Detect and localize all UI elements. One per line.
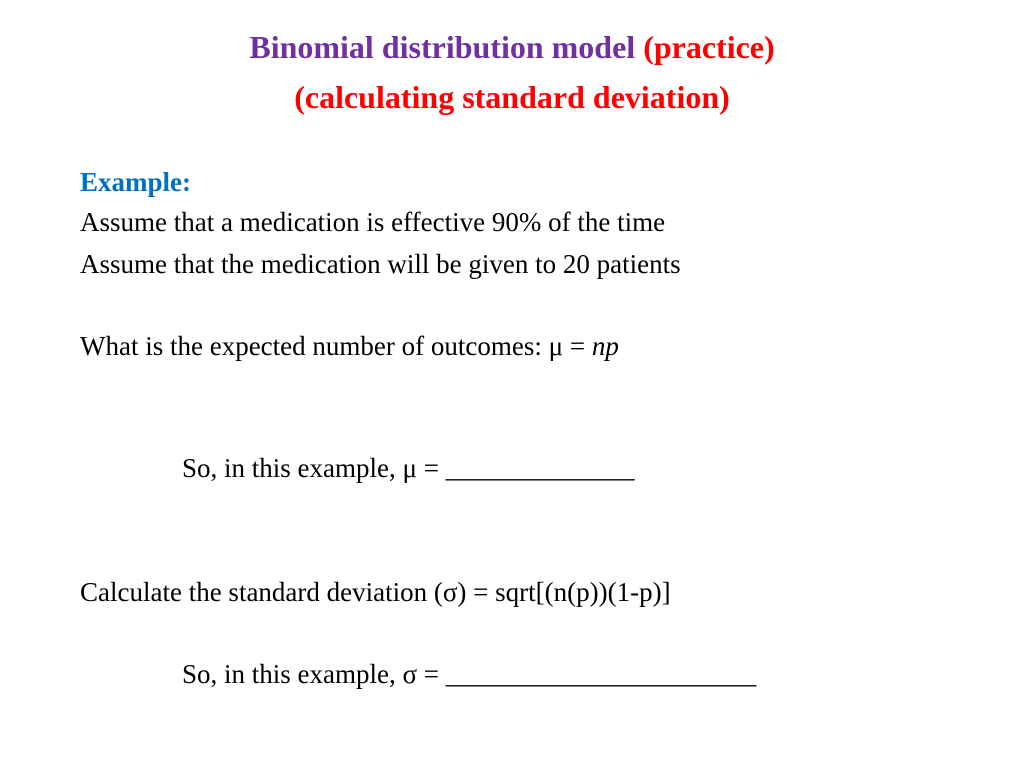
sd-formula-text: Calculate the standard deviation (σ) = sqrt[(n(p))(1-p)] [80, 577, 671, 607]
title-main: Binomial distribution model [249, 29, 644, 65]
mu-example-blank: So, in this example, μ = ______________ [182, 453, 635, 483]
slide-title-line-2: (calculating standard deviation) [294, 79, 730, 115]
sigma-example-blank: So, in this example, σ = _______________________ [182, 659, 757, 689]
title-practice: (practice) [643, 29, 775, 65]
expected-formula: np [591, 331, 619, 361]
slide-title-line-1 [0, 28, 1024, 66]
text-effective-rate: Assume that a medication is effective 90% of the time [80, 207, 666, 237]
text-patient-count: Assume that the medication will be given to 20 patients [80, 249, 681, 279]
expected-prefix: What is the expected number of outcomes: μ = [80, 331, 592, 361]
expected-outcomes-question [80, 330, 619, 362]
example-label: Example: [80, 167, 191, 197]
